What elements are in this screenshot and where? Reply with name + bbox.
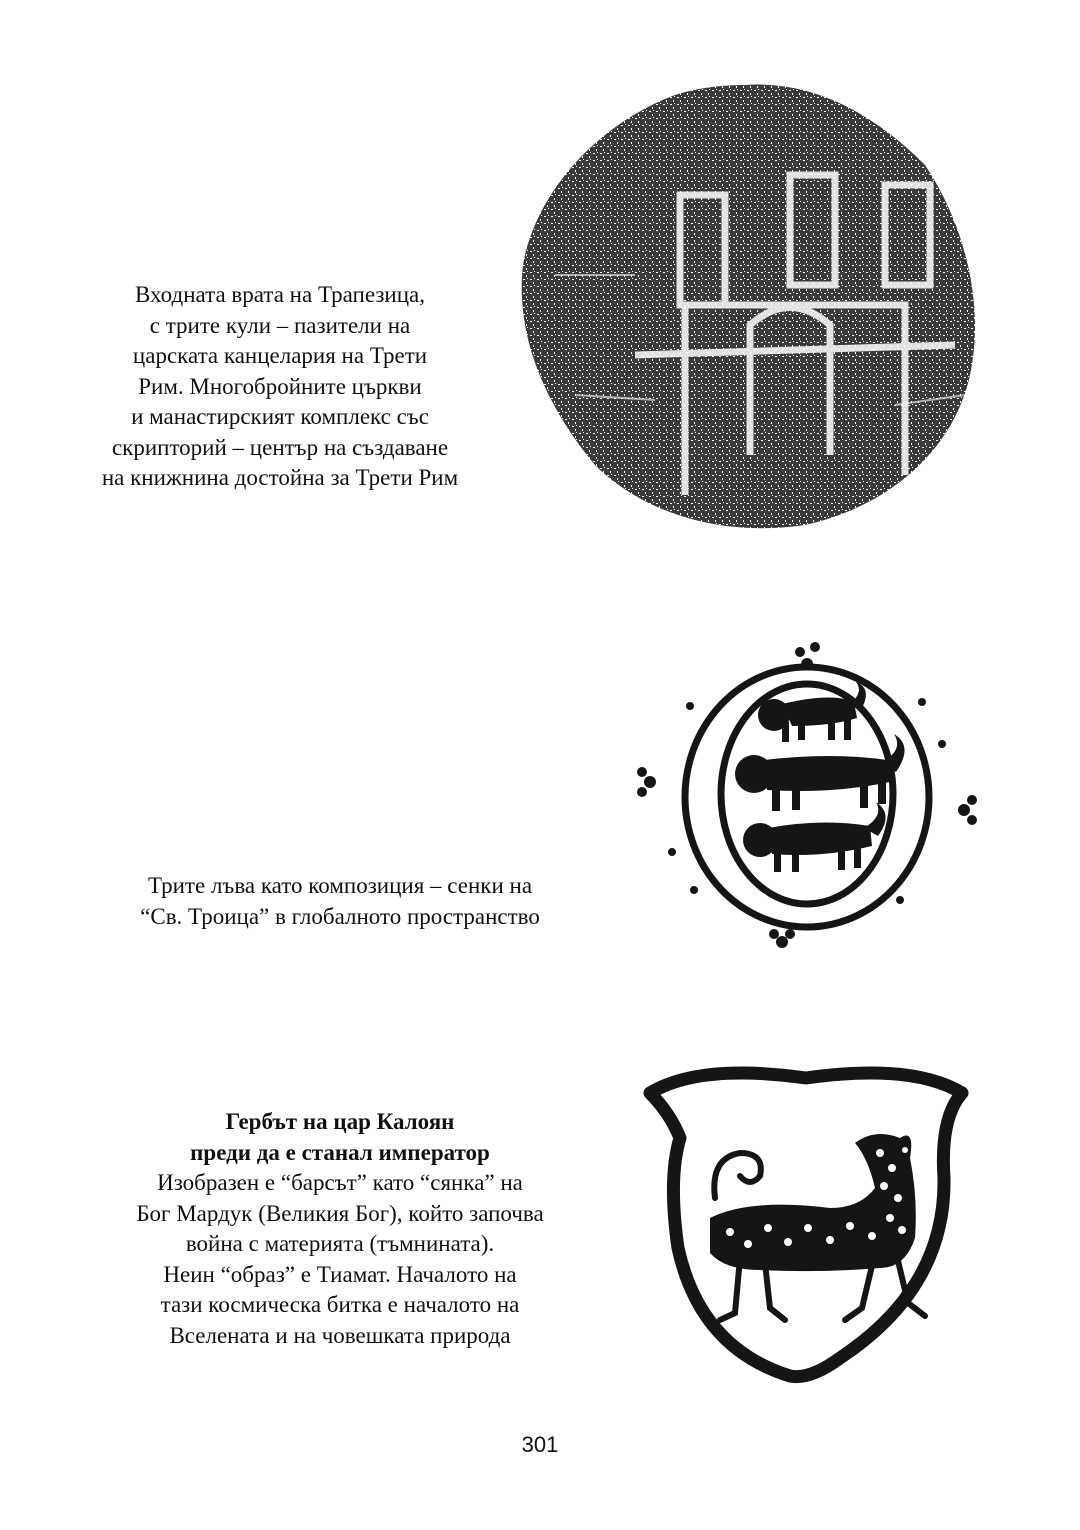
caption-title-line: Гербът на цар Калоян — [225, 1109, 455, 1134]
caption-line: Бог Мардук (Великия Бог), който започва — [136, 1200, 544, 1226]
caption-title-line: преди да е станал император — [190, 1139, 490, 1165]
caption-line: царската канцелария на Трети — [132, 343, 428, 368]
caption-line: скрипторий – център на създаване — [111, 434, 449, 460]
three-lions-emblem-image — [632, 622, 982, 962]
caption-kaloyan-coat-of-arms — [100, 1107, 580, 1351]
caption-trapezitsa-gate — [70, 280, 490, 494]
seal-gate-image — [515, 75, 985, 535]
caption-line: и манастирският комплекс със — [131, 404, 429, 429]
caption-line: Трите лъва като композиция – сенки на — [147, 873, 533, 898]
caption-line: “Св. Троица” в глобалното пространство — [140, 903, 540, 929]
caption-line: на книжнина достойна за Трети Рим — [101, 465, 459, 490]
caption-line: Входната врата на Трапезица, — [135, 282, 425, 307]
caption-line: Вселената и на човешката природа — [169, 1322, 511, 1348]
caption-line: тази космическа битка е началото на — [160, 1292, 520, 1317]
caption-line: с трите кули – пазители на — [149, 312, 411, 338]
kaloyan-leopard-shield-image — [640, 1058, 972, 1388]
caption-line: Неин “образ” е Тиамат. Началото на — [163, 1261, 517, 1287]
caption-line: Изобразен е “барсът” като “сянка” на — [157, 1170, 523, 1195]
caption-line: война с материята (тъмнината). — [185, 1231, 495, 1256]
caption-line: Рим. Многобройните църкви — [138, 373, 422, 399]
caption-three-lions — [100, 871, 580, 932]
page-number: 301 — [521, 1432, 559, 1457]
